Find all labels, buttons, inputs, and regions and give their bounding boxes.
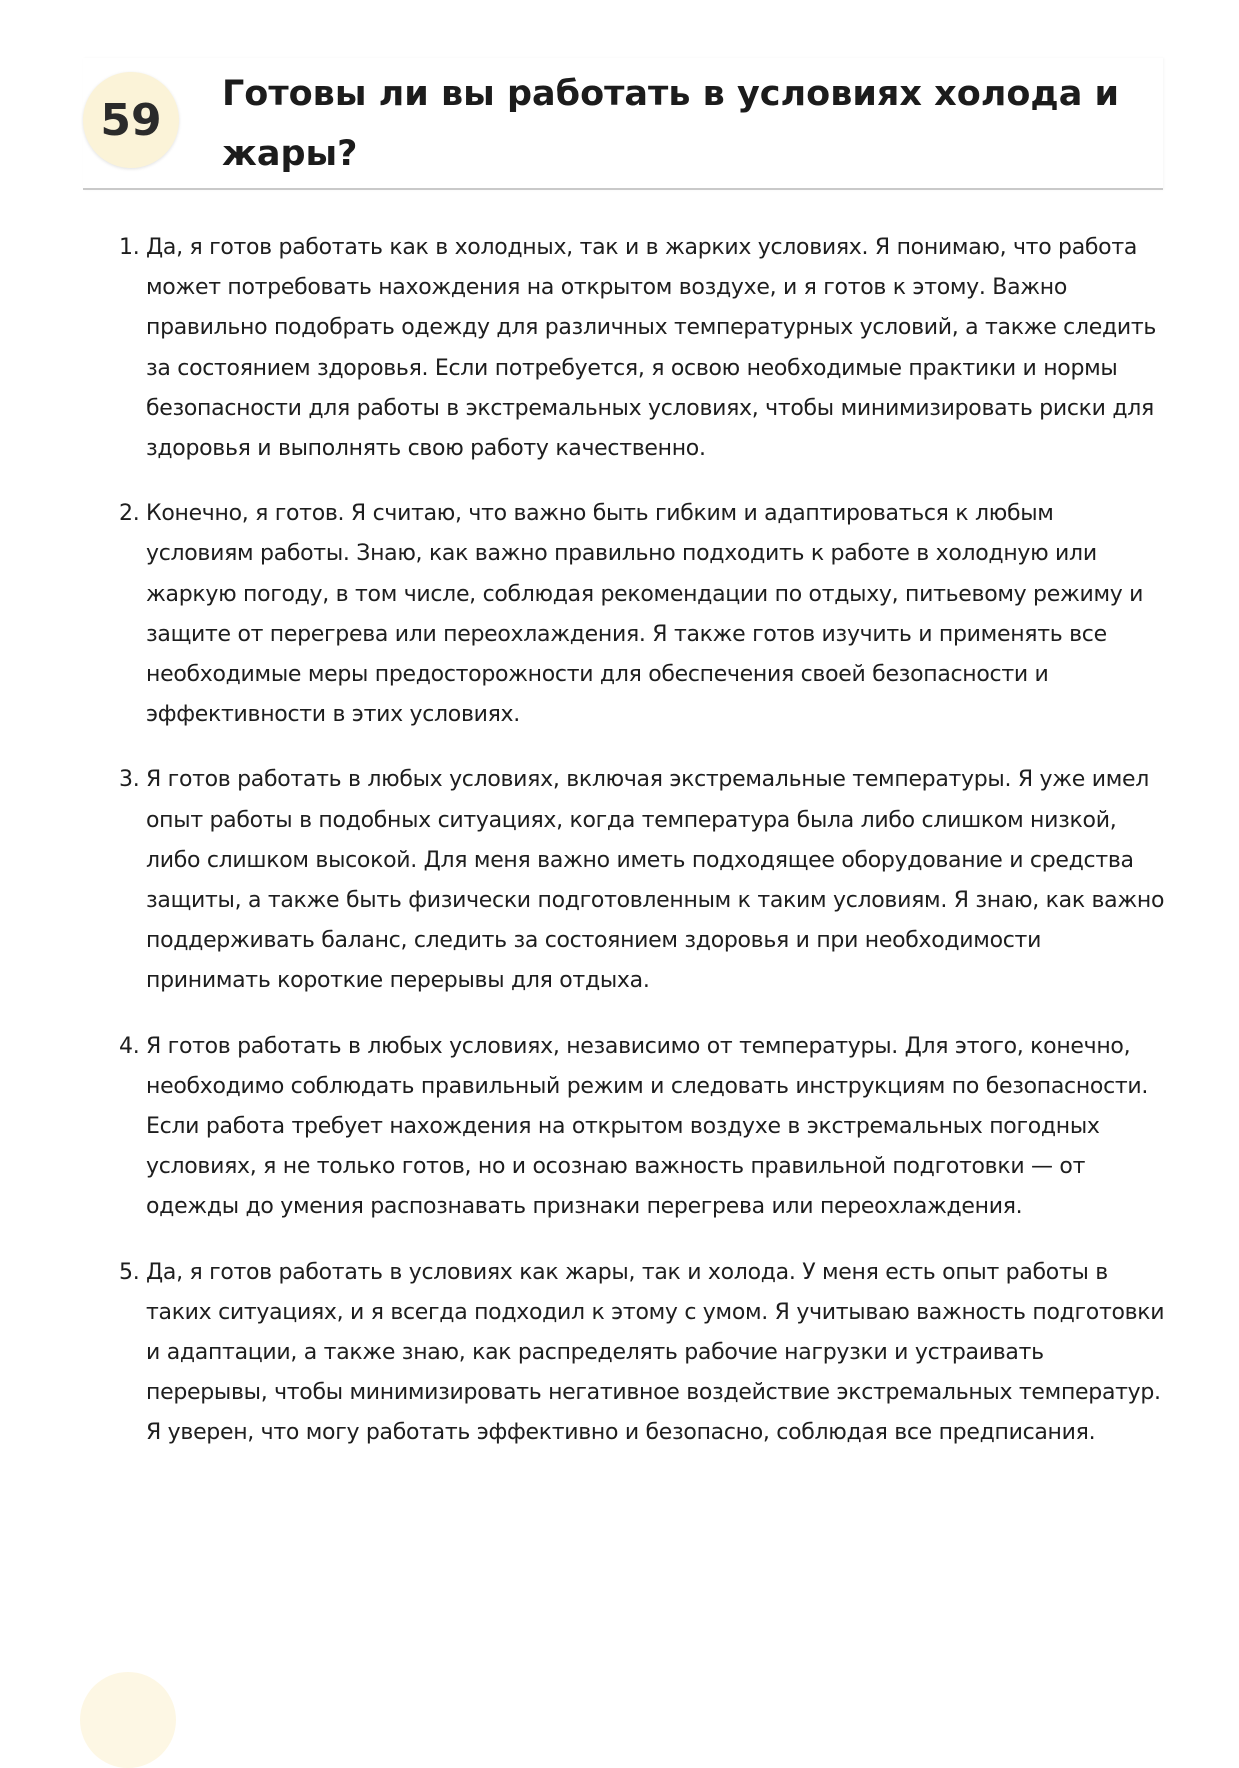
question-title: Готовы ли вы работать в условиях холода и жары? — [222, 74, 1120, 174]
next-question-badge — [80, 1672, 176, 1768]
answers-list — [116, 228, 1166, 1479]
answer-item — [116, 228, 1166, 469]
answer-number: 1. — [119, 235, 140, 260]
answer-text: Я готов работать в любых условиях, независимо от температуры. Для этого, конечно, необходимо соблюдать правильный режим и следовать инструкциям по безопасности. Если работа требует нахождения на открытом воздухе в экстремальных погодных условиях, я не только готов, но и осознаю важность правильной подготовки — от одежды до умения распознавать признаки перегрева или переохлаждения. — [146, 1033, 1149, 1220]
question-header — [83, 58, 1163, 190]
answer-text: Конечно, я готов. Я считаю, что важно быть гибким и адаптироваться к любым условиям работы. Знаю, как важно правильно подходить к работе в холодную или жаркую погоду, в том числе, соблюдая рекомендации по отдыху, питьевому режиму и защите от перегрева или переохлаждения. Я также готов изучить и применять все необходимые меры предосторожности для обеспечения своей безопасности и эффективности в этих условиях. — [146, 501, 1144, 728]
answer-item — [116, 1253, 1166, 1454]
answer-item — [116, 1027, 1166, 1228]
answer-number: 2. — [119, 501, 140, 527]
answer-text: Я готов работать в любых условиях, включая экстремальные температуры. Я уже имел опыт работы в подобных ситуациях, когда температура была либо слишком низкой, либо слишком высокой. Для меня важно иметь подходящее оборудование и средства защиты, а также быть физически подготовленным к таким условиям. Я знаю, как важно поддерживать баланс, следить за состоянием здоровья и при необходимости принимать короткие перерывы для отдыха. — [146, 767, 1165, 994]
answer-number: 3. — [119, 767, 140, 793]
answer-number: 4. — [119, 1033, 140, 1059]
question-number-badge: 59 — [83, 72, 179, 168]
answer-item — [116, 760, 1166, 1001]
answer-item — [116, 494, 1166, 735]
answer-text: Да, я готов работать в условиях как жары, так и холода. У меня есть опыт работы в таких ситуациях, и я всегда подходил к этому с умом. Я учитываю важность подготовки и адаптации, а также знаю, как распределять рабочие нагрузки и устраивать перерывы, чтобы минимизировать негативное воздействие экстремальных температур. Я уверен, что могу работать эффективно и безопасно, соблюдая все предписания. — [146, 1259, 1165, 1446]
answer-number: 5. — [119, 1259, 140, 1285]
answer-text: Да, я готов работать как в холодных, так и в жарких условиях. Я понимаю, что работа может потребовать нахождения на открытом воздухе, и я готов к этому. Важно правильно подобрать одежду для различных температурных условий, а также следить за состоянием здоровья. Если потребуется, я освою необходимые практики и нормы безопасности для работы в экстремальных условиях, чтобы минимизировать риски для здоровья и выполнять свою работу качественно. — [146, 235, 1157, 462]
